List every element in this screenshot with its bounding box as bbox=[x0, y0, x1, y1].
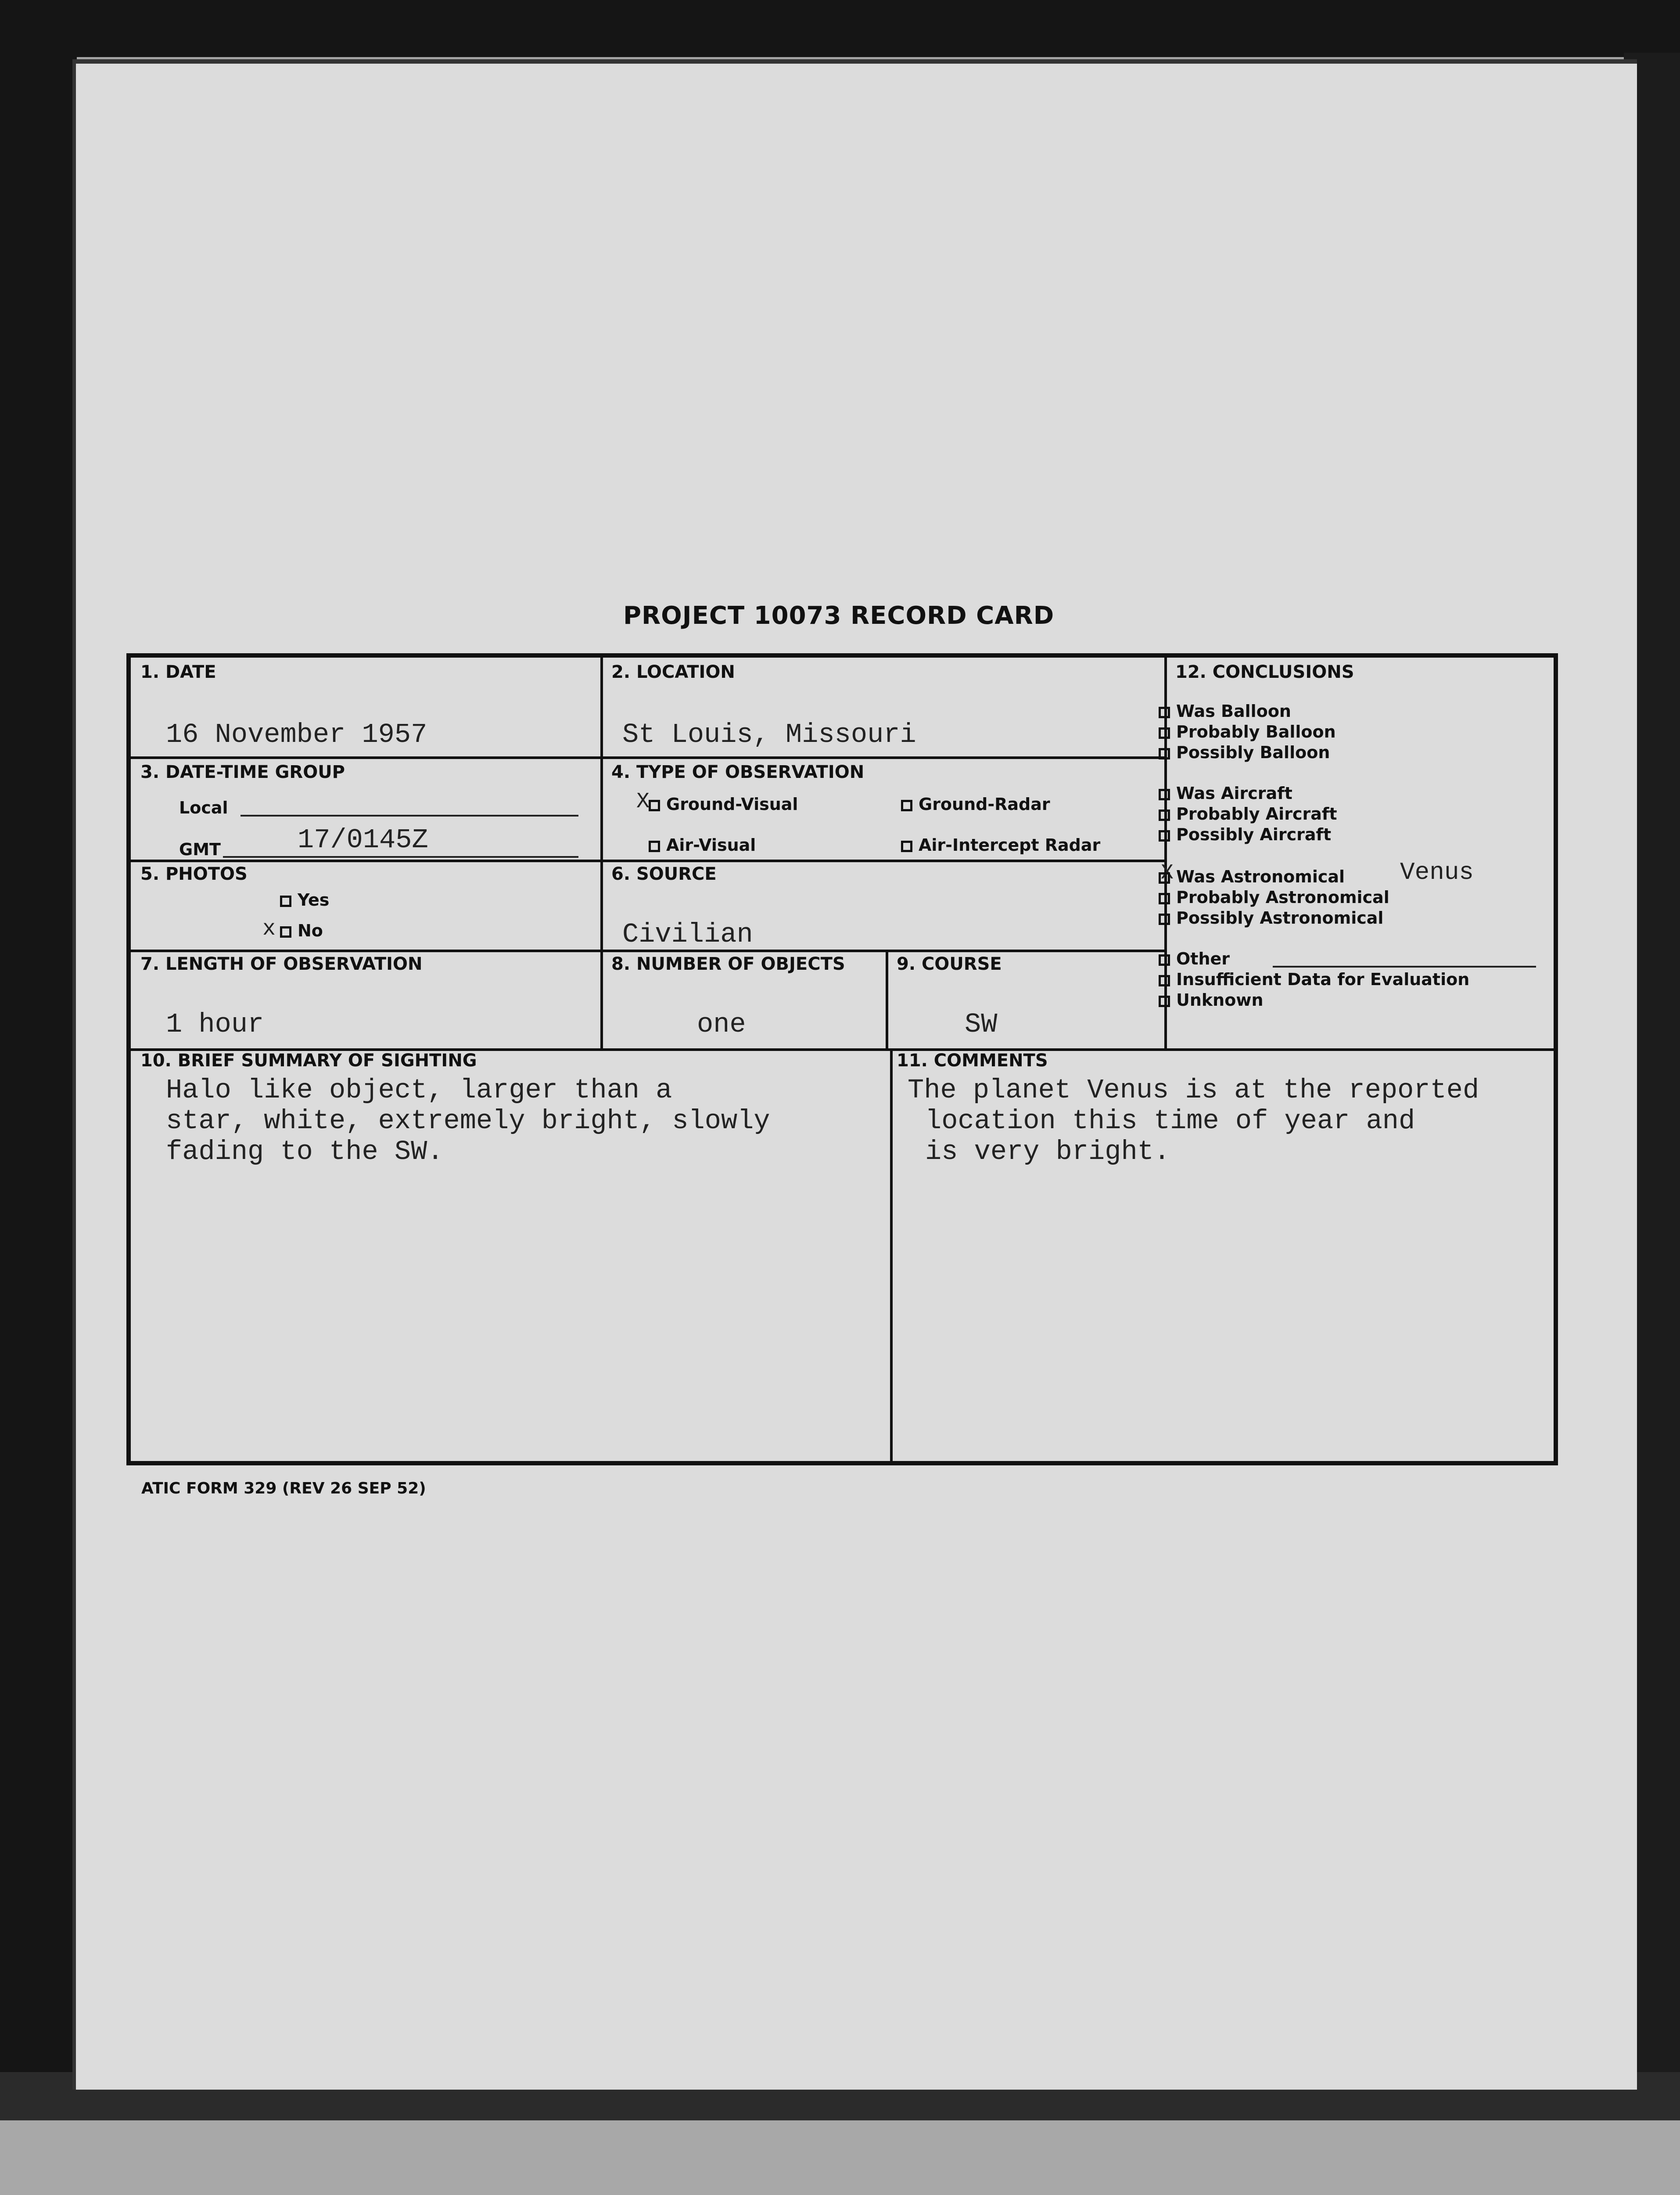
option-other[interactable]: Other bbox=[1159, 949, 1230, 968]
local-underline bbox=[241, 815, 578, 817]
option-was-astronomical[interactable]: Was Astronomical bbox=[1159, 867, 1345, 886]
comments-line-2: location this time of year and bbox=[925, 1105, 1415, 1137]
option-insufficient-data[interactable]: Insufficient Data for Evaluation bbox=[1159, 970, 1469, 989]
type-obs-label: 4. TYPE OF OBSERVATION bbox=[611, 762, 865, 782]
course-label: 9. COURSE bbox=[897, 954, 1002, 974]
date-label: 1. DATE bbox=[140, 662, 216, 682]
length-value: 1 hour bbox=[166, 1009, 264, 1040]
option-was-aircraft[interactable]: Was Aircraft bbox=[1159, 784, 1292, 803]
checkbox-icon bbox=[1159, 810, 1170, 821]
option-probably-aircraft[interactable]: Probably Aircraft bbox=[1159, 804, 1337, 824]
record-card-form bbox=[126, 653, 1558, 1465]
comments-line-3: is very bright. bbox=[925, 1136, 1170, 1167]
option-photos-yes[interactable]: Yes bbox=[280, 890, 329, 910]
checkbox-icon bbox=[1159, 872, 1170, 884]
col-divider-2 bbox=[886, 950, 888, 1048]
row-divider-1 bbox=[131, 756, 1167, 759]
form-title: PROJECT 10073 RECORD CARD bbox=[623, 601, 1055, 630]
option-possibly-aircraft[interactable]: Possibly Aircraft bbox=[1159, 825, 1331, 844]
checkbox-icon bbox=[280, 926, 291, 938]
comments-label: 11. COMMENTS bbox=[897, 1051, 1048, 1071]
option-air-visual[interactable]: Air-Visual bbox=[649, 835, 756, 855]
checkbox-icon bbox=[1159, 727, 1170, 739]
gmt-value: 17/0145Z bbox=[298, 824, 428, 856]
row-divider-2 bbox=[131, 860, 1167, 862]
option-possibly-balloon[interactable]: Possibly Balloon bbox=[1159, 743, 1330, 762]
col-divider-1 bbox=[600, 658, 603, 1048]
checkbox-icon bbox=[1159, 707, 1170, 718]
ground-visual-check-mark: X bbox=[636, 789, 650, 814]
checkbox-icon bbox=[280, 896, 291, 907]
astronomical-check-mark: X bbox=[1161, 861, 1174, 885]
option-probably-balloon[interactable]: Probably Balloon bbox=[1159, 722, 1336, 741]
photos-no-check-mark: x bbox=[262, 917, 276, 942]
num-objects-label: 8. NUMBER OF OBJECTS bbox=[611, 954, 845, 974]
checkbox-icon bbox=[1159, 748, 1170, 759]
checkbox-icon bbox=[649, 800, 660, 811]
num-objects-value: one bbox=[697, 1009, 746, 1040]
scan-edge-top bbox=[0, 0, 1680, 57]
checkbox-icon bbox=[649, 841, 660, 852]
astronomical-note: Venus bbox=[1400, 858, 1474, 886]
summary-line-2: star, white, extremely bright, slowly bbox=[166, 1105, 770, 1137]
conclusions-label: 12. CONCLUSIONS bbox=[1175, 662, 1354, 682]
option-ground-radar[interactable]: Ground-Radar bbox=[901, 795, 1050, 814]
location-label: 2. LOCATION bbox=[611, 662, 735, 682]
checkbox-icon bbox=[901, 800, 912, 811]
comments-line-1: The planet Venus is at the reported bbox=[908, 1075, 1479, 1106]
option-was-balloon[interactable]: Was Balloon bbox=[1159, 702, 1291, 721]
local-label: Local bbox=[179, 798, 228, 817]
option-probably-astronomical[interactable]: Probably Astronomical bbox=[1159, 888, 1389, 907]
option-air-intercept-radar[interactable]: Air-Intercept Radar bbox=[901, 835, 1100, 855]
source-value: Civilian bbox=[622, 919, 753, 950]
checkbox-icon bbox=[1159, 893, 1170, 904]
option-unknown[interactable]: Unknown bbox=[1159, 990, 1264, 1010]
checkbox-icon bbox=[1159, 954, 1170, 966]
option-ground-visual[interactable]: Ground-Visual bbox=[649, 795, 798, 814]
form-footer: ATIC FORM 329 (REV 26 SEP 52) bbox=[141, 1479, 426, 1497]
option-photos-no[interactable]: No bbox=[280, 921, 323, 940]
summary-line-1: Halo like object, larger than a bbox=[166, 1075, 672, 1106]
source-label: 6. SOURCE bbox=[611, 864, 717, 884]
scan-edge-left bbox=[0, 0, 77, 2116]
checkbox-icon bbox=[1159, 830, 1170, 842]
photos-label: 5. PHOTOS bbox=[140, 864, 248, 884]
summary-line-3: fading to the SW. bbox=[166, 1136, 444, 1167]
checkbox-icon bbox=[1159, 789, 1170, 800]
length-label: 7. LENGTH OF OBSERVATION bbox=[140, 954, 423, 974]
backing-board bbox=[0, 2120, 1680, 2195]
summary-label: 10. BRIEF SUMMARY OF SIGHTING bbox=[140, 1051, 477, 1071]
other-underline bbox=[1273, 966, 1536, 968]
checkbox-icon bbox=[1159, 914, 1170, 925]
checkbox-icon bbox=[1159, 975, 1170, 986]
gmt-label: GMT bbox=[179, 840, 221, 859]
gmt-underline bbox=[223, 856, 578, 858]
option-possibly-astronomical[interactable]: Possibly Astronomical bbox=[1159, 908, 1383, 928]
dtg-label: 3. DATE-TIME GROUP bbox=[140, 762, 345, 782]
checkbox-icon bbox=[1159, 996, 1170, 1007]
checkbox-icon bbox=[901, 841, 912, 852]
location-value: St Louis, Missouri bbox=[622, 719, 916, 750]
course-value: SW bbox=[965, 1009, 998, 1040]
col-divider-4 bbox=[890, 1048, 893, 1465]
date-value: 16 November 1957 bbox=[166, 719, 427, 750]
